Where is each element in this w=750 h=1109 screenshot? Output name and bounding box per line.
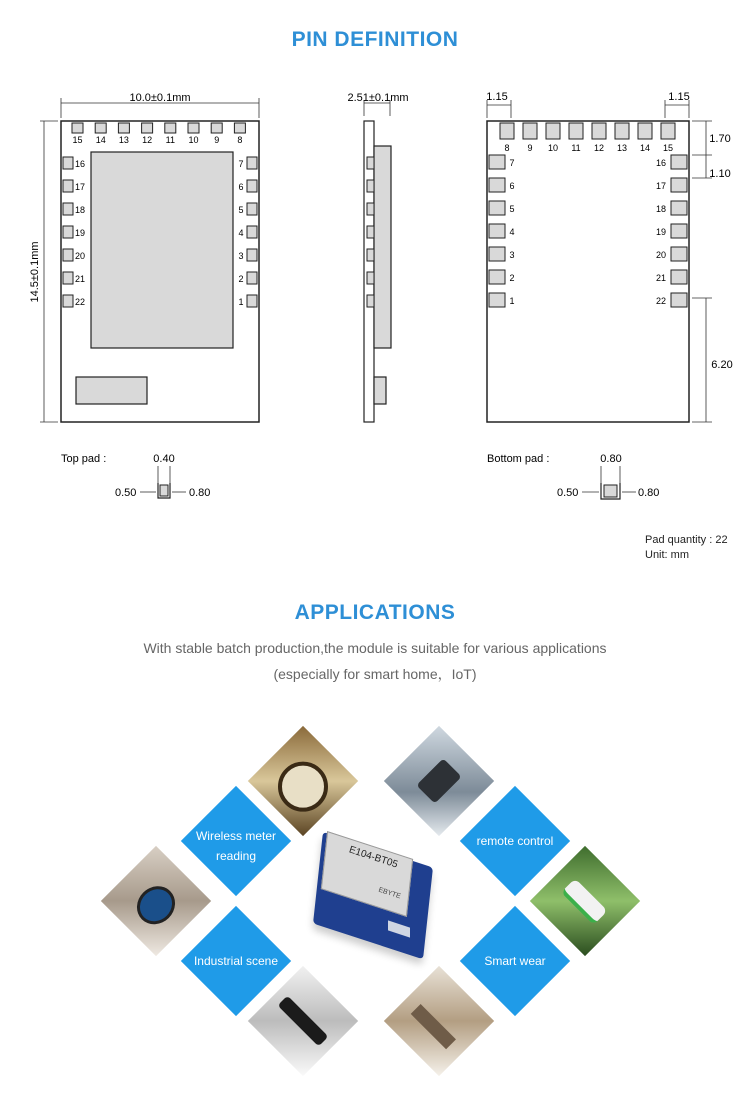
top-pin-label-10: 10	[188, 135, 199, 145]
bottom-pin-label-20: 20	[655, 250, 667, 260]
remote-control-photo	[384, 726, 494, 836]
top-pad-17	[63, 180, 73, 192]
top-pin-label-5: 5	[238, 205, 244, 215]
bottom-pad-19	[671, 224, 687, 238]
bottom-pin-label-5: 5	[509, 204, 515, 214]
top-pin-label-22: 22	[74, 297, 86, 307]
bottom-pad-9	[523, 123, 537, 139]
bottom-pad-1	[489, 293, 505, 307]
module-brand-text: EBYTE	[377, 886, 402, 901]
applications-line1: With stable batch production,the module is suitable for various applications	[143, 640, 607, 656]
bottom-pad-16	[671, 155, 687, 169]
side-pad-1	[367, 157, 374, 169]
top-pad-8	[234, 123, 245, 133]
side-pad-3	[367, 203, 374, 215]
top-pad-11	[165, 123, 176, 133]
top-pin-label-9: 9	[214, 135, 220, 145]
bottom-pad-17	[671, 178, 687, 192]
bottom-pin-label-4: 4	[509, 227, 515, 237]
top-pin-label-17: 17	[74, 182, 86, 192]
top-pad-19	[63, 226, 73, 238]
bottom-pad-7	[489, 155, 505, 169]
top-pad-12	[142, 123, 153, 133]
pin-definition-title: PIN DEFINITION	[291, 28, 459, 51]
unit-label: Unit: mm	[645, 549, 689, 561]
side-pad-7	[367, 295, 374, 307]
top-pad-13	[118, 123, 129, 133]
module-illustration	[300, 838, 450, 963]
bottom-dim-top: 1.70	[709, 133, 731, 145]
top-pad-22	[63, 295, 73, 307]
side-pad-4	[367, 226, 374, 238]
tile-meter-label: Wireless meter reading	[195, 829, 276, 863]
living-room-photo	[384, 966, 494, 1076]
top-pin-label-8: 8	[237, 135, 243, 145]
top-pin-label-14: 14	[95, 135, 106, 145]
side-pad-5	[367, 249, 374, 261]
top-pad-label: Top pad :	[61, 453, 107, 465]
top-pad-1	[247, 295, 257, 307]
bottom-pin-label-14: 14	[639, 143, 651, 153]
bottom-pad-6	[489, 178, 505, 192]
svg-text:0.50: 0.50	[557, 487, 579, 499]
tile-remote-label: remote control	[476, 834, 554, 848]
top-pad-detail	[61, 453, 210, 499]
svg-text:0.80: 0.80	[638, 487, 660, 499]
top-pin-label-3: 3	[238, 251, 244, 261]
bottom-pad-22	[671, 293, 687, 307]
top-pin-label-15: 15	[72, 135, 83, 145]
top-pad-9	[211, 123, 222, 133]
bottom-pad-detail	[487, 453, 659, 499]
bottom-pad-2	[489, 270, 505, 284]
top-pad-21	[63, 272, 73, 284]
bottom-pin-label-7: 7	[509, 158, 515, 168]
side-view	[347, 92, 408, 422]
svg-text:0.80: 0.80	[189, 487, 211, 499]
top-pad-5	[247, 203, 257, 215]
bottom-pad-5	[489, 201, 505, 215]
bottom-pad-20	[671, 247, 687, 261]
top-pin-label-12: 12	[142, 135, 153, 145]
top-pin-label-18: 18	[74, 205, 86, 215]
bottom-pin-label-15: 15	[662, 143, 674, 153]
top-pad-2	[247, 272, 257, 284]
top-pad-20	[63, 249, 73, 261]
top-pin-label-7: 7	[238, 159, 244, 169]
bottom-pin-label-6: 6	[509, 181, 515, 191]
top-pin-label-11: 11	[165, 135, 175, 145]
top-view	[29, 92, 259, 422]
tile-wear-label: Smart wear	[484, 954, 546, 968]
bottom-pin-label-21: 21	[655, 273, 667, 283]
top-pin-label-13: 13	[118, 135, 129, 145]
bottom-pad-14	[638, 123, 652, 139]
side-pad-2	[367, 180, 374, 192]
bottom-pin-label-17: 17	[655, 181, 667, 191]
top-pad-4	[247, 226, 257, 238]
side-pad-6	[367, 272, 374, 284]
top-pin-label-1: 1	[238, 297, 244, 307]
bottom-pad-label: Bottom pad :	[487, 453, 550, 465]
bottom-edge-right: 1.15	[668, 91, 690, 103]
bottom-pad-11	[569, 123, 583, 139]
bottom-pin-label-2: 2	[509, 273, 515, 283]
side-thickness-label: 2.51±0.1mm	[347, 92, 409, 104]
bottom-pad-15	[661, 123, 675, 139]
bottom-pad-13	[615, 123, 629, 139]
bottom-pin-label-22: 22	[655, 296, 667, 306]
bottom-pin-label-11: 11	[571, 143, 581, 153]
top-pin-label-2: 2	[238, 274, 244, 284]
top-pin-label-16: 16	[74, 159, 86, 169]
top-pad-18	[63, 203, 73, 215]
bottom-pin-label-16: 16	[655, 158, 667, 168]
top-pad-15	[72, 123, 83, 133]
bottom-pin-label-12: 12	[593, 143, 605, 153]
top-width-label: 10.0±0.1mm	[129, 92, 191, 104]
bottom-view	[486, 91, 732, 422]
bottom-edge-left: 1.15	[486, 91, 508, 103]
pad-quantity: Pad quantity : 22	[645, 534, 728, 546]
top-pin-label-4: 4	[238, 228, 244, 238]
bottom-pad-8	[500, 123, 514, 139]
bottom-pad-21	[671, 270, 687, 284]
top-pad-14	[95, 123, 106, 133]
top-pad-3	[247, 249, 257, 261]
top-pad-7	[247, 157, 257, 169]
bottom-pad-18	[671, 201, 687, 215]
bottom-pad-3	[489, 247, 505, 261]
bottom-pad-4	[489, 224, 505, 238]
top-pin-label-20: 20	[74, 251, 86, 261]
top-pin-label-21: 21	[74, 274, 86, 284]
bottom-pad-10	[546, 123, 560, 139]
top-pad-16	[63, 157, 73, 169]
bottom-pin-label-18: 18	[655, 204, 667, 214]
bottom-pin-label-3: 3	[509, 250, 515, 260]
svg-text:0.50: 0.50	[115, 487, 137, 499]
bottom-dim-bottom: 6.20	[711, 359, 733, 371]
bottom-pin-label-9: 9	[527, 143, 533, 153]
bottom-pin-label-8: 8	[504, 143, 510, 153]
bottom-dim-pitch: 1.10	[709, 168, 731, 180]
top-pad-10	[188, 123, 199, 133]
bottom-pin-label-1: 1	[509, 296, 515, 306]
bottom-pin-label-19: 19	[655, 227, 667, 237]
applications-line2: (especially for smart home，IoT)	[273, 666, 477, 682]
top-height-label: 14.5±0.1mm	[29, 241, 41, 303]
module-model-text: E104-BT05	[347, 844, 400, 871]
svg-text:0.80: 0.80	[600, 453, 622, 465]
tile-industrial-label: Industrial scene	[193, 954, 279, 968]
bottom-pin-label-10: 10	[547, 143, 559, 153]
applications-title: APPLICATIONS	[294, 601, 456, 624]
bottom-pad-12	[592, 123, 606, 139]
svg-text:0.40: 0.40	[153, 453, 175, 465]
top-pad-6	[247, 180, 257, 192]
top-pin-label-19: 19	[74, 228, 86, 238]
bottom-pin-label-13: 13	[616, 143, 628, 153]
top-pin-label-6: 6	[238, 182, 244, 192]
